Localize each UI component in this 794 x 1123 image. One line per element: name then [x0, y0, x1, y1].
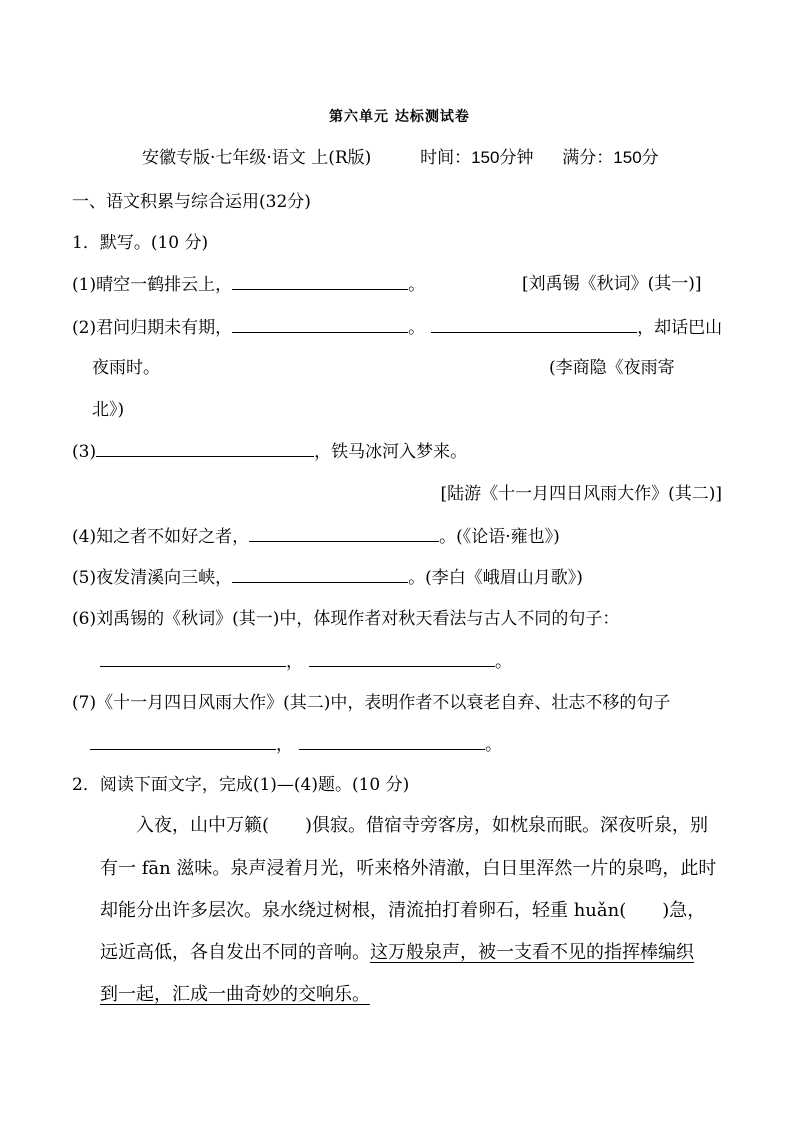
q1-item-1-text: (1)晴空一鹤排云上， [72, 275, 233, 295]
answer-blank[interactable] [90, 733, 276, 750]
q1-item-7-mid: ， [276, 735, 293, 755]
q1-item-7: (7)《十一月四日风雨大作》(其二)中，表明作者不以衰老自弃、壮志不移的句子 [72, 693, 671, 713]
passage-line: 有一 fān 滋味。泉声浸着月光，听来格外清澈，白日里浑然一片的泉鸣，此时 [100, 858, 717, 879]
underlined-sentence: 这万般泉声，被一支看不见的指挥棒编织 [370, 942, 694, 963]
underlined-sentence: 到一起，汇成一曲奇妙的交响乐。 [100, 984, 370, 1005]
q1-item-3 [72, 440, 467, 463]
time-label: 时间： [420, 148, 472, 168]
passage-line [100, 984, 370, 1006]
q1-item-3-num: (3) [72, 442, 97, 462]
q1-item-3-end: ，铁马冰河入梦来。 [314, 442, 468, 462]
page-title: 第六单元 达标测试卷 [329, 109, 470, 125]
q1-item-6-end: 。 [495, 652, 512, 672]
score-label: 满分： [562, 148, 614, 168]
time-unit: 分钟 [499, 148, 534, 168]
q1-item-1 [72, 273, 425, 296]
answer-blank[interactable] [232, 316, 408, 333]
q1-item-2-source-b: 北》) [92, 400, 125, 420]
q1-item-2-source-a: (李商隐《夜雨寄 [549, 358, 675, 378]
answer-blank[interactable] [232, 273, 408, 290]
answer-blank[interactable] [309, 650, 495, 667]
q1-item-5-end: 。(李白《峨眉山月歌》) [408, 568, 583, 588]
q1-item-5-text: (5)夜发清溪向三峡， [72, 568, 233, 588]
passage-line [100, 942, 694, 964]
question-2-stem: 2．阅读下面文字，完成(1)—(4)题。(10 分) [72, 775, 410, 795]
q1-item-4 [72, 525, 560, 548]
score-unit: 分 [641, 148, 659, 168]
q1-item-7-answer [90, 733, 502, 756]
q1-item-1-source: [刘禹锡《秋词》(其一)] [522, 274, 702, 294]
q1-item-4-end: 。(《论语·雍也》) [439, 527, 560, 547]
answer-blank[interactable] [299, 733, 485, 750]
q1-item-6-answer [100, 650, 512, 673]
q1-item-2 [72, 316, 722, 339]
answer-blank[interactable] [431, 316, 637, 333]
q1-item-1-end: 。 [408, 275, 426, 295]
question-1-stem: 1．默写。(10 分) [72, 233, 209, 253]
q1-item-3-source: [陆游《十一月四日风雨大作》(其二)] [440, 484, 722, 504]
answer-blank[interactable] [232, 566, 408, 583]
q1-item-5 [72, 566, 583, 589]
exam-info [142, 147, 659, 169]
passage-line: 入夜，山中万籁( )俱寂。借宿寺旁客房，如枕泉而眠。深夜听泉，别 [136, 815, 709, 836]
section-heading: 一、语文积累与综合运用(32分) [72, 192, 311, 212]
edition-label: 安徽专版·七年级·语文 上(R版) [142, 148, 372, 168]
q1-item-7-end: 。 [485, 735, 502, 755]
q1-item-4-text: (4)知之者不如好之者， [72, 527, 250, 547]
passage-line: 却能分出许多层次。泉水绕过树根，清流拍打着卵石，轻重 huǎn( )急， [100, 900, 706, 921]
q1-item-2-mid: 。 [408, 318, 426, 338]
answer-blank[interactable] [249, 525, 439, 542]
q1-item-6: (6)刘禹锡的《秋词》(其一)中，体现作者对秋天看法与古人不同的句子： [72, 609, 620, 629]
q1-item-2-cont: 夜雨时。 [92, 358, 160, 378]
score-value: 150 [613, 148, 642, 167]
answer-blank[interactable] [100, 650, 286, 667]
passage-text: 远近高低，各自发出不同的音响。 [100, 942, 370, 963]
answer-blank[interactable] [96, 440, 314, 457]
q1-item-6-mid: ， [286, 652, 303, 672]
q1-item-2-end: ，却话巴山 [637, 318, 723, 338]
time-value: 150 [471, 148, 500, 167]
q1-item-2-text: (2)君问归期未有期， [72, 318, 233, 338]
